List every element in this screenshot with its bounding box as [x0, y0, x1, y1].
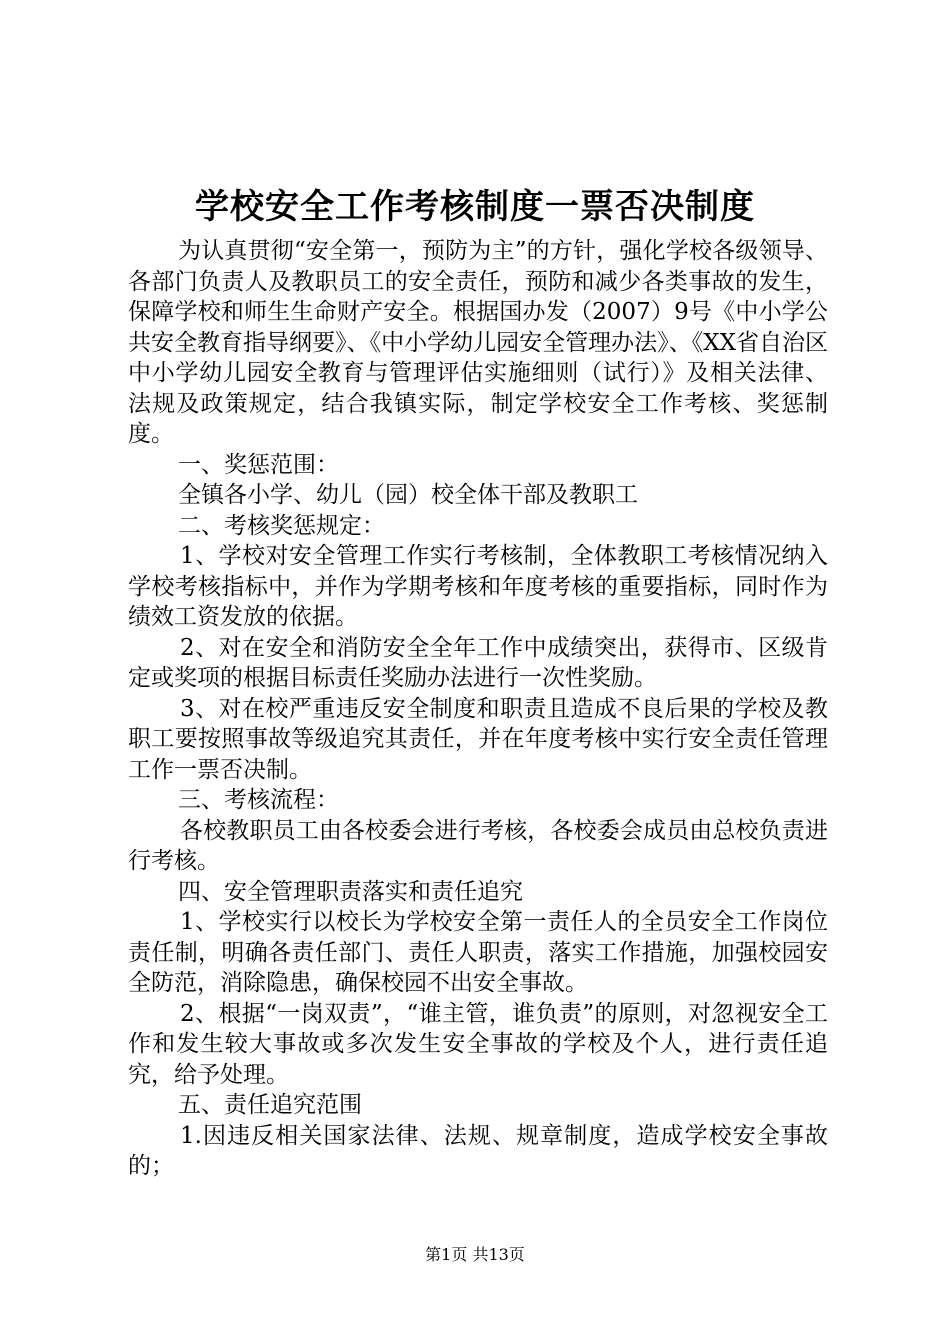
intro-paragraph: 为认真贯彻“安全第一，预防为主”的方针，强化学校各级领导、各部门负责人及教职员工的安全责任，预防和减少各类事故的发生，保障学校和师生生命财产安全。根据国办发（2007）9号《中小学公共安全教育指导纲要》、《中小学幼儿园安全管理办法》、《XX省自治区中小学幼儿园安全教育与管理评估实施细则（试行）》及相关法律、法规及政策规定，结合我镇实际，制定学校安全工作考核、奖惩制度。 — [128, 238, 828, 447]
section-heading-3: 三、考核流程： — [178, 787, 339, 813]
paragraph: 全镇各小学、幼儿（园）校全体干部及教职工 — [178, 482, 638, 508]
paragraph: 2、根据“一岗双责”，“谁主管，谁负责”的原则，对忽视安全工作和发生较大事故或多次发生安全事故的学校及个人，进行责任追究，给予处理。 — [128, 1000, 828, 1088]
paragraph: 各校教职员工由各校委会进行考核，各校委会成员由总校负责进行考核。 — [128, 817, 828, 874]
paragraph: 3、对在校严重违反安全制度和职责且造成不良后果的学校及教职工要按照事故等级追究其责任，并在年度考核中实行安全责任管理工作一票否决制。 — [128, 695, 828, 783]
document-body — [128, 236, 828, 1182]
paragraph: 1、学校对安全管理工作实行考核制，全体教职工考核情况纳入学校考核指标中，并作为学期考核和年度考核的重要指标，同时作为绩效工资发放的依据。 — [128, 543, 828, 630]
page-number: 第1页 共13页 — [425, 1245, 525, 1264]
section-heading-4: 四、安全管理职责落实和责任追究 — [178, 878, 523, 905]
section-heading-1: 一、奖惩范围： — [178, 451, 339, 478]
paragraph: 1.因违反相关国家法律、法规、规章制度，造成学校安全事故的； — [128, 1122, 828, 1179]
paragraph: 1、学校实行以校长为学校安全第一责任人的全员安全工作岗位责任制，明确各责任部门、责任人职责，落实工作措施，加强校园安全防范，消除隐患，确保校园不出安全事故。 — [128, 909, 828, 996]
paragraph: 2、对在安全和消防安全全年工作中成绩突出，获得市、区级肯定或奖项的根据目标责任奖励办法进行一次性奖励。 — [128, 634, 828, 691]
section-heading-2: 二、考核奖惩规定： — [178, 512, 385, 539]
document-title: 学校安全工作考核制度一票否决制度 — [195, 187, 755, 227]
section-heading-5: 五、责任追究范围 — [178, 1092, 362, 1118]
